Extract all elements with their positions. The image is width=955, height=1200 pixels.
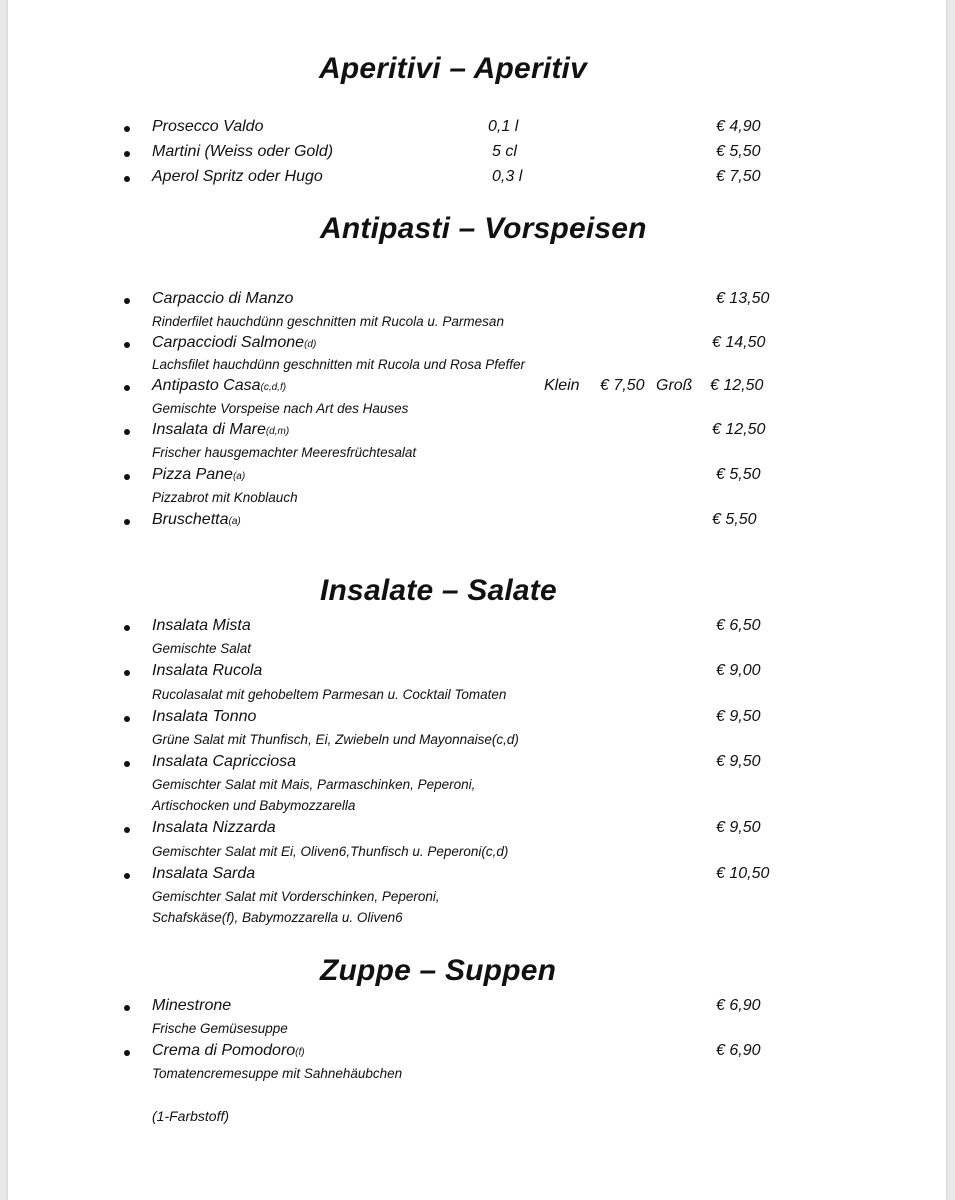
item-description: Rinderfilet hauchdünn geschnitten mit Rucola u. Parmesan [152, 314, 504, 329]
item-name: Prosecco Valdo [152, 118, 264, 135]
item-name: Insalata di Mare(d,m) [152, 421, 290, 438]
item-name: Antipasto Casa(c,d,f) [152, 377, 287, 394]
item-name: Insalata Sarda [152, 865, 256, 882]
item-price: € 9,50 [716, 819, 761, 836]
allergen-code: (c,d,f) [260, 382, 287, 393]
bullet [124, 625, 130, 631]
section-title-zuppe: Zuppe – Suppen [320, 954, 557, 987]
bullet [124, 429, 130, 435]
bullet [124, 176, 130, 182]
item-price: € 5,50 [716, 143, 761, 160]
item-price: € 12,50 [712, 421, 766, 438]
allergen-code: (d) [304, 339, 317, 350]
item-name: Minestrone [152, 997, 232, 1014]
item-name: Insalata Tonno [152, 708, 257, 725]
item-name: Carpacciodi Salmone(d) [152, 334, 317, 351]
menu-item [8, 168, 946, 192]
item-price: € 7,50 [716, 168, 761, 185]
item-name: Crema di Pomodoro(f) [152, 1042, 305, 1059]
item-description: Gemischter Salat mit Ei, Oliven6,Thunfisch u. Peperoni(c,d) [152, 844, 509, 859]
item-name: Insalata Capricciosa [152, 753, 297, 770]
item-name: Bruschetta(a) [152, 511, 241, 528]
menu-item [8, 511, 946, 535]
size-small-label: Klein [544, 377, 580, 394]
section-title-insalate: Insalate – Salate [320, 574, 557, 607]
menu-item [8, 662, 946, 686]
item-price: € 9,00 [716, 662, 761, 679]
section-title-antipasti: Antipasti – Vorspeisen [320, 212, 647, 245]
bullet [124, 126, 130, 132]
item-description: Gemischter Salat mit Mais, Parmaschinken, Peperoni, [152, 777, 476, 792]
bullet [124, 298, 130, 304]
item-price: € 12,50 [710, 377, 764, 394]
item-description: Tomatencremesuppe mit Sahnehäubchen [152, 1066, 403, 1081]
menu-page [8, 0, 946, 1200]
item-price: € 14,50 [712, 334, 766, 351]
item-description: Grüne Salat mit Thunfisch, Ei, Zwiebeln und Mayonnaise(c,d) [152, 732, 519, 747]
section-title-aperitivi: Aperitivi – Aperitiv [319, 52, 587, 85]
allergen-code: (d,m) [265, 426, 290, 437]
item-description: Rucolasalat mit gehobeltem Parmesan u. Cocktail Tomaten [152, 687, 507, 702]
item-description: Pizzabrot mit Knoblauch [152, 490, 298, 505]
bullet [124, 716, 130, 722]
bullet [124, 342, 130, 348]
item-name: Martini (Weiss oder Gold) [152, 143, 334, 160]
bullet [124, 1050, 130, 1056]
bullet [124, 761, 130, 767]
size-small-price: € 7,50 [600, 377, 645, 394]
size-large-label: Groß [656, 377, 693, 394]
item-name: Insalata Rucola [152, 662, 263, 679]
item-price: € 10,50 [716, 865, 770, 882]
item-size: 0,3 l [492, 168, 523, 185]
item-description: Lachsfilet hauchdünn geschnitten mit Rucola und Rosa Pfeffer [152, 357, 525, 372]
bullet [124, 827, 130, 833]
item-size: 5 cl [492, 143, 517, 160]
allergen-code: (a) [232, 471, 246, 482]
bullet [124, 385, 130, 391]
item-size: 0,1 l [488, 118, 519, 135]
item-price: € 9,50 [716, 708, 761, 725]
item-description: Frischer hausgemachter Meeresfrüchtesalat [152, 445, 417, 460]
item-price: € 4,90 [716, 118, 761, 135]
item-name: Carpaccio di Manzo [152, 290, 294, 307]
item-name: Aperol Spritz oder Hugo [152, 168, 323, 185]
item-name: Insalata Mista [152, 617, 251, 634]
menu-item [8, 819, 946, 843]
item-name: Pizza Pane(a) [152, 466, 246, 483]
item-description: Gemischte Salat [152, 641, 252, 656]
bullet [124, 474, 130, 480]
allergen-code: (a) [228, 516, 241, 527]
item-price: € 13,50 [716, 290, 770, 307]
item-description: Gemischte Vorspeise nach Art des Hauses [152, 401, 409, 416]
item-description: Gemischter Salat mit Vorderschinken, Peperoni, [152, 889, 440, 904]
item-description: Schafskäse(f), Babymozzarella u. Oliven6 [152, 910, 403, 925]
item-price: € 5,50 [712, 511, 757, 528]
menu-item [8, 143, 946, 167]
item-name: Insalata Nizzarda [152, 819, 276, 836]
menu-item [8, 118, 946, 142]
bullet [124, 670, 130, 676]
bullet [124, 1005, 130, 1011]
item-description: Artischocken und Babymozzarella [152, 798, 356, 813]
bullet [124, 519, 130, 525]
bullet [124, 873, 130, 879]
allergen-code: (f) [295, 1047, 305, 1058]
item-price: € 6,50 [716, 617, 761, 634]
item-price: € 5,50 [716, 466, 761, 483]
item-price: € 9,50 [716, 753, 761, 770]
item-price: € 6,90 [716, 1042, 761, 1059]
footnote: (1-Farbstoff) [152, 1108, 230, 1124]
item-price: € 6,90 [716, 997, 761, 1014]
bullet [124, 151, 130, 157]
item-description: Frische Gemüsesuppe [152, 1021, 288, 1036]
